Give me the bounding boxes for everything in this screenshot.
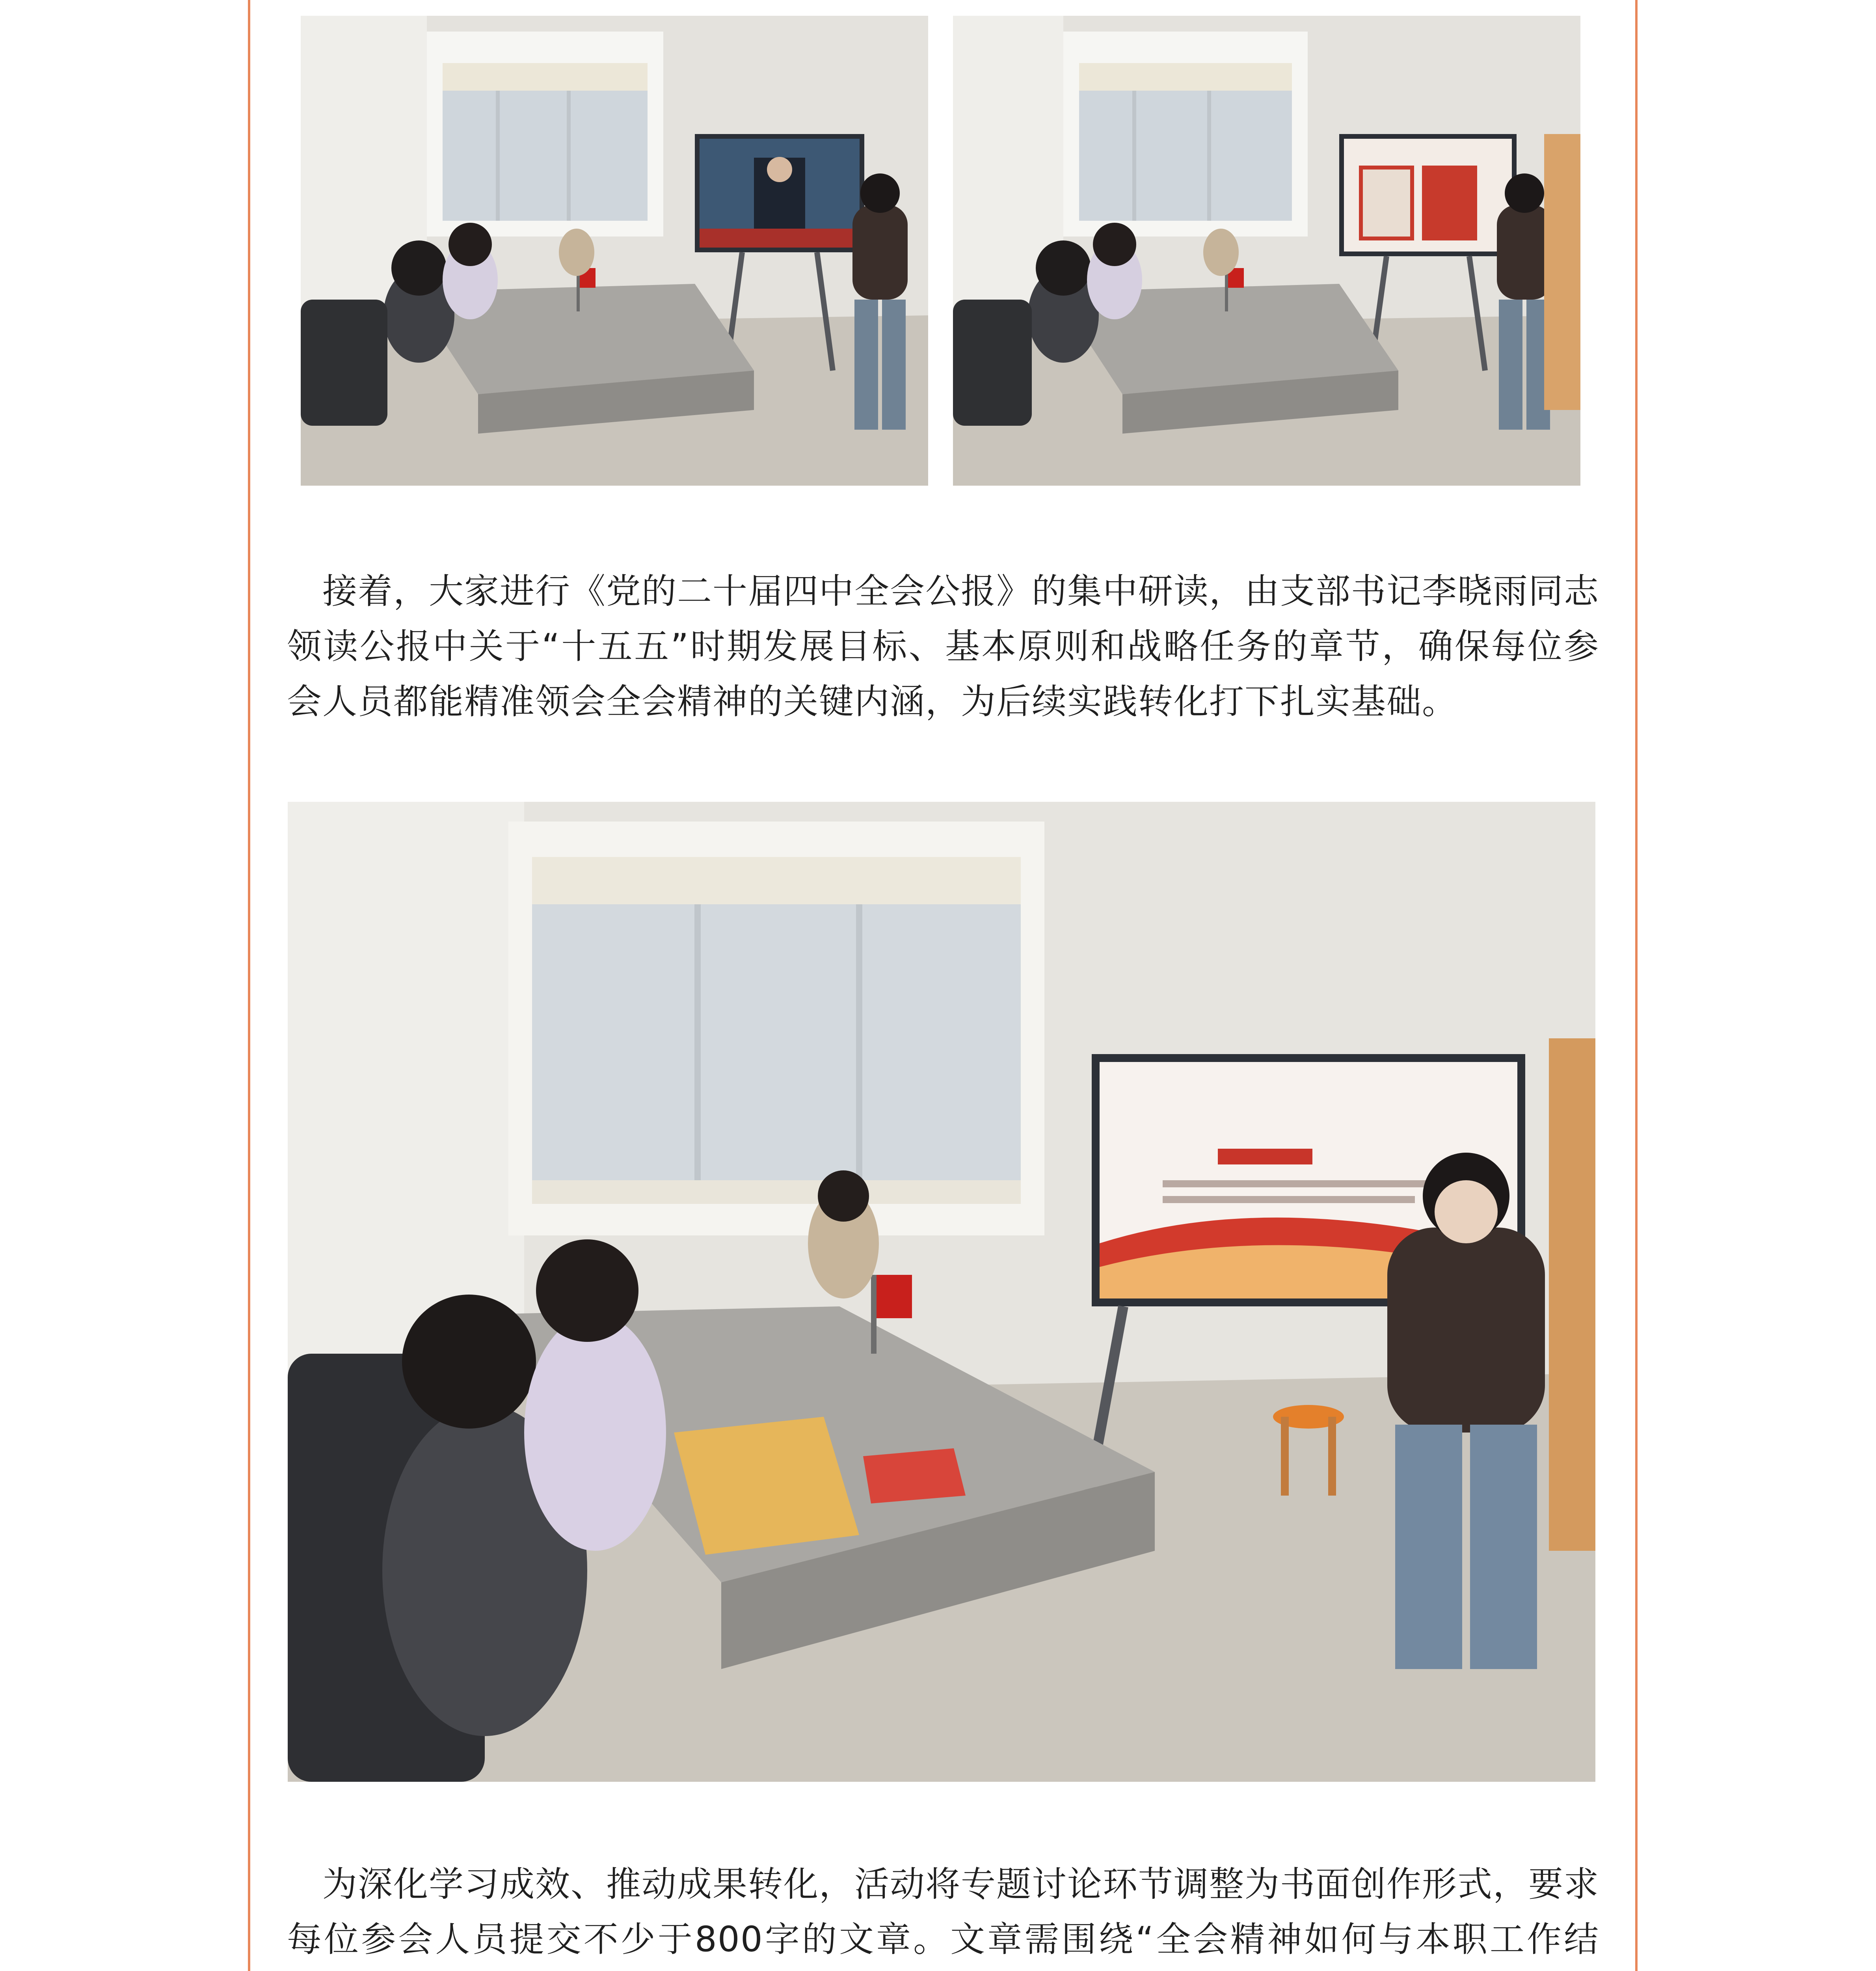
left-border-line: [248, 0, 250, 1971]
paragraph-written-assignment: 为深化学习成效、推动成果转化，活动将专题讨论环节调整为书面创作形式，要求每位参会人员提交不少于800字的文章。文章需围绕“全会精神如何与本职工作结: [287, 1864, 1600, 1960]
meeting-photo-3: [288, 802, 1595, 1782]
right-border-line: [1635, 0, 1638, 1971]
paragraph-study-session: 接着，大家进行《党的二十届四中全会公报》的集中研读，由支部书记李晓雨同志领读公报中关于“十五五”时期发展目标、基本原则和战略任务的章节，确保每位参会人员都能精准领会全会精神的关键内涵，为后续实践转化打下扎实基础。: [287, 571, 1600, 722]
meeting-photo-2: [953, 16, 1580, 486]
meeting-photo-1: [301, 16, 928, 486]
